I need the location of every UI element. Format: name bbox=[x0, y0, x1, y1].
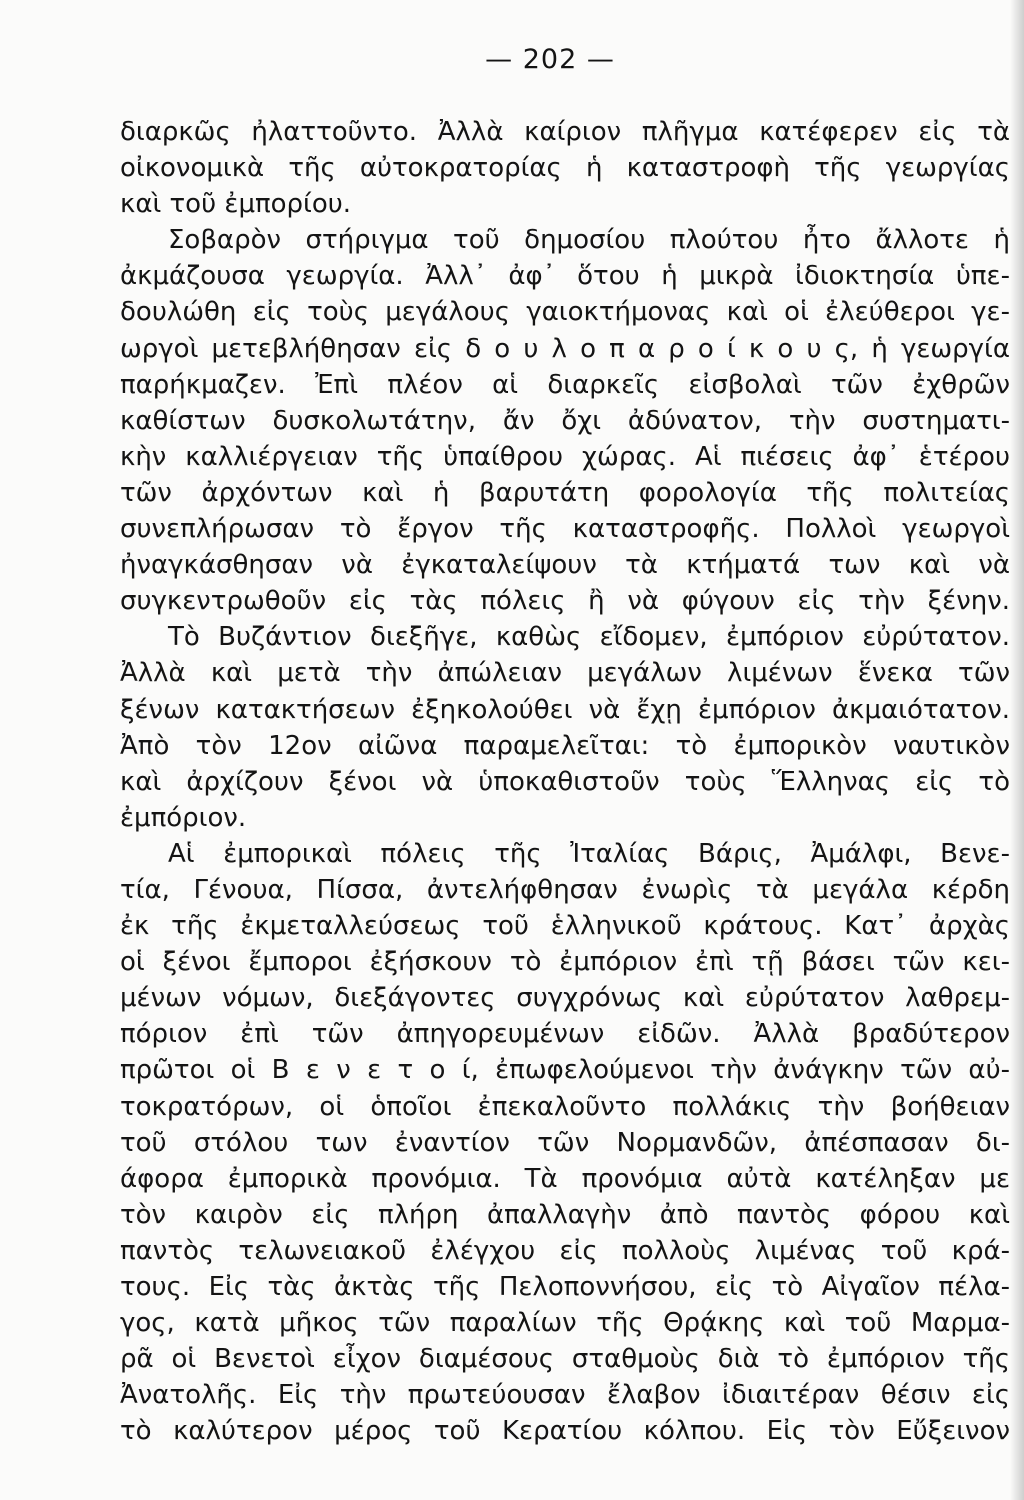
text-line: τῶν ἀρχόντων καὶ ἡ βαρυτάτη φορολογία τῆς πολιτείας bbox=[120, 477, 1010, 508]
text-line: ξένων κατακτήσεων ἐξηκολούθει νὰ ἔχῃ ἐμπόριον ἀκμαιότατον. bbox=[120, 694, 1010, 725]
text-line: οἰκονομικὰ τῆς αὐτοκρατορίας ἡ καταστροφὴ τῆς γεωργίας bbox=[120, 153, 1010, 184]
text-line: τοκρατόρων, οἱ ὁποῖοι ἐπεκαλοῦντο πολλάκις τὴν βοήθειαν bbox=[120, 1091, 1010, 1122]
text-line: τοῦ στόλου των ἐναντίον τῶν Νορμανδῶν, ἀπέσπασαν δι- bbox=[120, 1127, 1010, 1158]
text-line: τὸ καλύτερον μέρος τοῦ Κερατίου κόλπου. Εἰς τὸν Εὔξεινον bbox=[120, 1416, 1010, 1447]
text-line: Ἀλλὰ καὶ μετὰ τὴν ἀπώλειαν μεγάλων λιμένων ἕνεκα τῶν bbox=[120, 658, 1010, 689]
body-text bbox=[120, 114, 1010, 1449]
text-line: διαρκῶς ἠλαττοῦντο. Ἀλλὰ καίριον πλῆγμα κατέφερεν εἰς τὰ bbox=[120, 117, 1010, 147]
text-line: τία, Γένουα, Πίσσα, ἀντελήφθησαν ἐνωρὶς τὰ μεγάλα κέρδη bbox=[120, 874, 1010, 905]
text-line: γος, κατὰ μῆκος τῶν παραλίων τῆς Θρᾴκης καὶ τοῦ Μαρμα- bbox=[120, 1308, 1010, 1339]
text-line: μένων νόμων, διεξάγοντες συγχρόνως καὶ εὐρύτατον λαθρεμ- bbox=[120, 983, 1010, 1014]
text-line: οἱ ξένοι ἔμποροι ἐξήσκουν τὸ ἐμπόριον ἐπὶ τῇ βάσει τῶν κει- bbox=[120, 947, 1010, 978]
text-line: ἐμπόριον. bbox=[120, 802, 247, 833]
text-line: συγκεντρωθοῦν εἰς τὰς πόλεις ἢ νὰ φύγουν εἰς τὴν ξένην. bbox=[120, 586, 1010, 617]
text-line: δουλώθη εἰς τοὺς μεγάλους γαιοκτήμονας καὶ οἱ ἐλεύθεροι γε- bbox=[120, 297, 1010, 328]
text-line: Σοβαρὸν στήριγμα τοῦ δημοσίου πλούτου ἦτο ἄλλοτε ἡ bbox=[168, 225, 1010, 256]
text-line: Ἀνατολῆς. Εἰς τὴν πρωτεύουσαν ἔλαβον ἰδιαιτέραν θέσιν εἰς bbox=[120, 1380, 1010, 1411]
text-line: ρᾶ οἱ Βενετοὶ εἶχον διαμέσους σταθμοὺς διὰ τὸ ἐμπόριον τῆς bbox=[120, 1344, 1010, 1375]
text-line: άφορα ἐμπορικὰ προνόμια. Τὰ προνόμια αὐτὰ κατέληξαν με bbox=[120, 1163, 1010, 1194]
text-line: τὸν καιρὸν εἰς πλήρη ἀπαλλαγὴν ἀπὸ παντὸς φόρου καὶ bbox=[120, 1199, 1010, 1230]
text-line: Ἀπὸ τὸν 12ον αἰῶνα παραμελεῖται: τὸ ἐμπορικὸν ναυτικὸν bbox=[120, 730, 1010, 761]
text-line: παρήκμαζεν. Ἐπὶ πλέον αἱ διαρκεῖς εἰσβολαὶ τῶν ἐχθρῶν bbox=[120, 369, 1010, 400]
text-line: ἀκμάζουσα γεωργία. Ἀλλ᾽ ἀφ᾽ ὅτου ἡ μικρὰ ἰδιοκτησία ὑπε- bbox=[120, 261, 1010, 292]
text-line: καὶ τοῦ ἐμπορίου. bbox=[120, 189, 352, 220]
text-line: Τὸ Βυζάντιον διεξῆγε, καθὼς εἴδομεν, ἐμπόριον εὐρύτατον. bbox=[168, 622, 1010, 653]
text-line: πρῶτοι οἱ Β ε ν ε τ ο ί, ἐπωφελούμενοι τὴν ἀνάγκην τῶν αὐ- bbox=[120, 1055, 1010, 1086]
text-line: ωργοὶ μετεβλήθησαν εἰς δ ο υ λ ο π α ρ ο ί κ ο υ ς, ἡ γεωργία bbox=[120, 333, 1010, 364]
text-line: παντὸς τελωνειακοῦ ἐλέγχου εἰς πολλοὺς λιμένας τοῦ κρά- bbox=[120, 1235, 1010, 1266]
page-number: — 202 — bbox=[485, 44, 615, 75]
text-line: τους. Εἰς τὰς ἀκτὰς τῆς Πελοποννήσου, εἰς τὸ Αἰγαῖον πέλα- bbox=[120, 1272, 1010, 1302]
text-line: κὴν καλλιέργειαν τῆς ὑπαίθρου χώρας. Αἱ πιέσεις ἀφ᾽ ἑτέρου bbox=[120, 441, 1010, 472]
page-edge-shadow bbox=[1010, 0, 1024, 1500]
text-line: πόριον ἐπὶ τῶν ἀπηγορευμένων εἰδῶν. Ἀλλὰ βραδύτερον bbox=[120, 1019, 1010, 1050]
text-line: καὶ ἀρχίζουν ξένοι νὰ ὑποκαθιστοῦν τοὺς Ἕλληνας εἰς τὸ bbox=[120, 766, 1010, 797]
text-line: καθίστων δυσκολωτάτην, ἄν ὄχι ἀδύνατον, τὴν συστηματι- bbox=[120, 405, 1010, 436]
text-line: συνεπλήρωσαν τὸ ἔργον τῆς καταστροφῆς. Πολλοὶ γεωργοὶ bbox=[120, 514, 1010, 545]
text-line: ἐκ τῆς ἐκμεταλλεύσεως τοῦ ἑλληνικοῦ κράτους. Κατ᾽ ἀρχὰς bbox=[120, 911, 1010, 942]
text-line: Αἱ ἐμπορικαὶ πόλεις τῆς Ἰταλίας Βάρις, Ἀμάλφι, Βενε- bbox=[168, 838, 1010, 869]
text-line: ἠναγκάσθησαν νὰ ἐγκαταλείψουν τὰ κτήματά των καὶ νὰ bbox=[120, 550, 1010, 581]
